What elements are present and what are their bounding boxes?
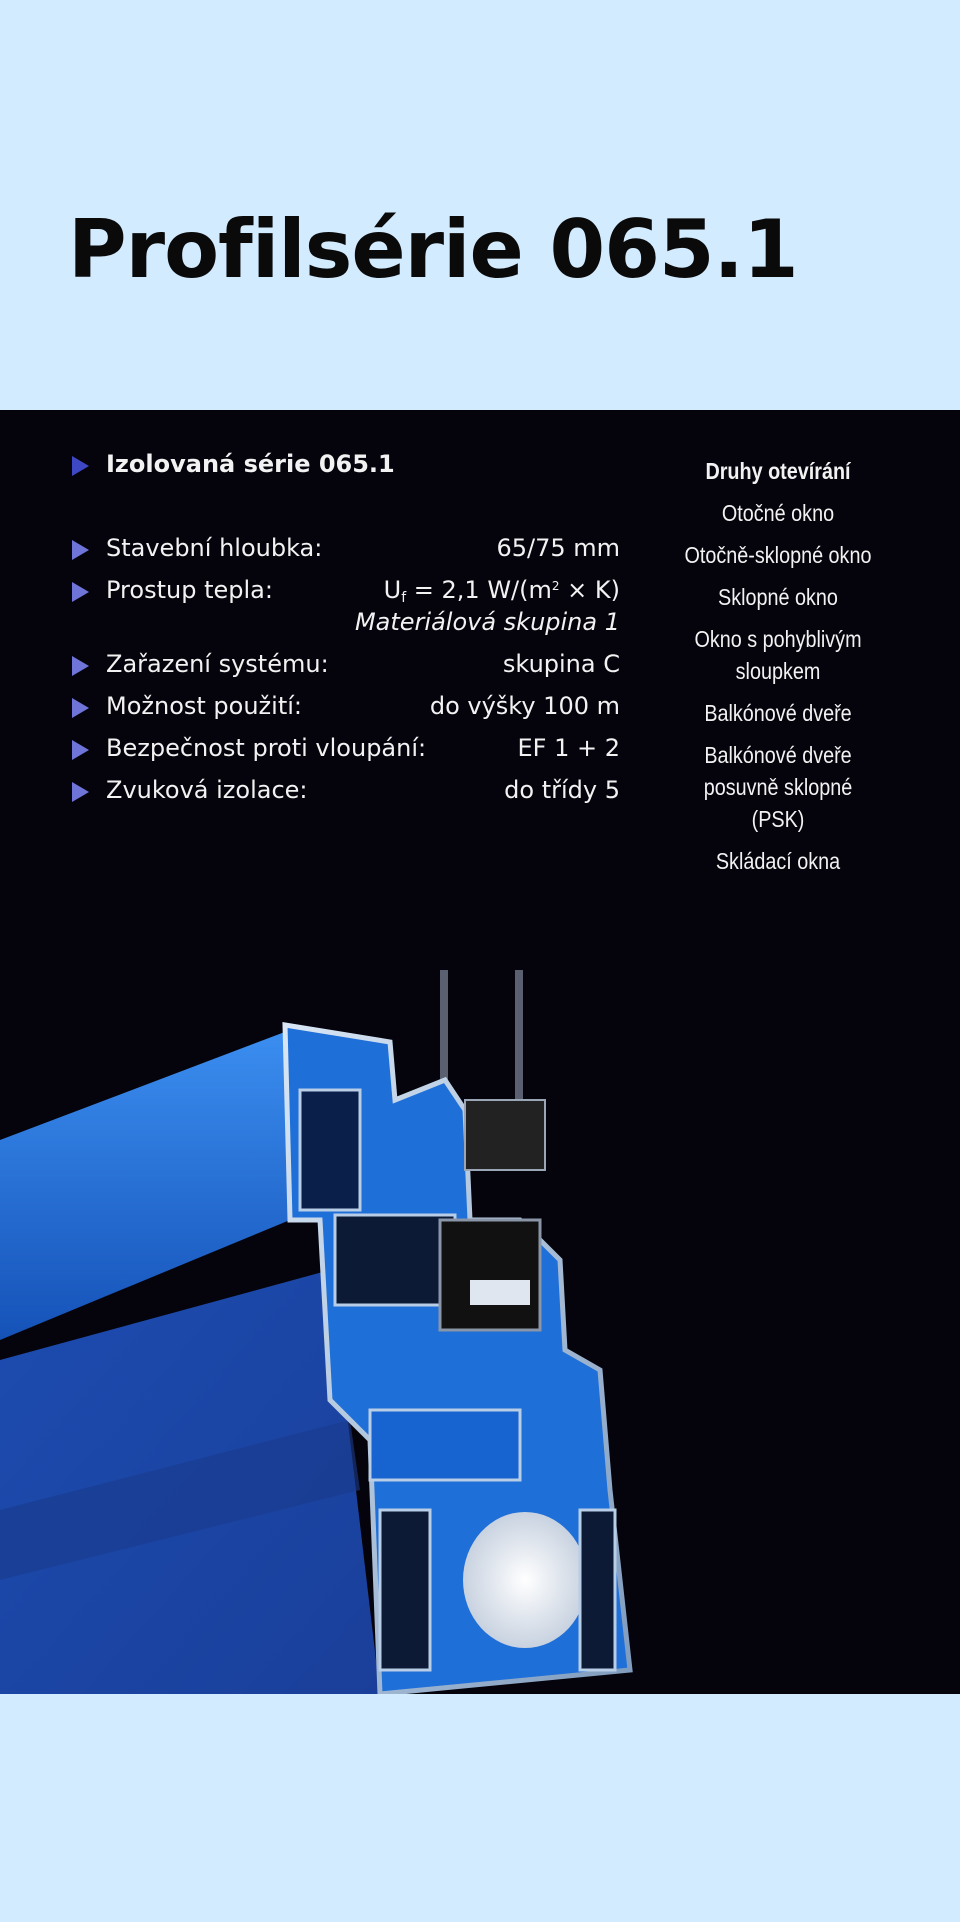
spec-label: Stavební hloubka: [106,534,323,562]
triangle-bullet-icon [72,698,89,718]
triangle-bullet-icon [72,740,89,760]
profile-chamber [580,1510,615,1670]
profile-chamber [370,1410,520,1480]
glass-pane-edge [515,970,523,1120]
window-profile-illustration [0,970,680,1694]
spec-row-depth [68,534,620,568]
spec-heading: Izolovaná série 065.1 [106,450,395,478]
spec-label: Zařazení systému: [106,650,329,678]
spec-value: 65/75 mm [496,534,620,562]
glazing-gasket [465,1100,545,1170]
thermal-break [440,1220,540,1330]
opening-type-item: Okno s pohyblivým sloupkem [694,626,862,684]
spec-label: Možnost použití: [106,692,302,720]
triangle-bullet-icon [72,656,89,676]
spec-row-class [68,650,620,684]
spec-row-sound [68,776,620,810]
opening-type-item: Balkónové dveře posuvně sklopné (PSK) [703,742,853,832]
spec-heading-row [68,450,620,484]
profile-chamber [335,1215,455,1305]
spec-row-heat-note [68,608,620,642]
heat-value: = 2,1 W/(m [406,576,552,604]
profile-chamber [380,1510,430,1670]
spec-row-use [68,692,620,726]
insulation-core [463,1512,587,1648]
opening-type-item: Balkónové dveře [704,700,852,726]
triangle-bullet-icon [72,540,89,560]
spec-value: do výšky 100 m [429,692,620,720]
spec-value: skupina C [502,650,620,678]
spec-row-heat [68,576,620,610]
spec-label: Zvuková izolace: [106,776,308,804]
spec-value: do třídy 5 [504,776,620,804]
spec-label: Prostup tepla: [106,576,273,604]
profile-chamber [300,1090,360,1210]
triangle-bullet-icon [72,582,89,602]
heat-superscript: 2 [551,579,560,593]
spec-note: Materiálová skupina 1 [354,608,620,636]
content-panel [0,410,960,1694]
triangle-bullet-icon [72,456,89,476]
spec-row-security [68,734,620,768]
opening-type-item: Otočně-sklopné okno [684,542,872,568]
heat-subscript: f [401,590,407,606]
footer-band [0,1694,960,1922]
heat-unit: × K) [559,576,620,604]
spec-value [384,576,620,606]
opening-types-heading: Druhy otevírání [705,458,851,484]
insulation-strip [470,1280,530,1305]
opening-types-list [680,450,876,882]
opening-type-item: Sklopné okno [718,584,838,610]
spec-value: EF 1 + 2 [517,734,620,762]
opening-type-item: Otočné okno [721,500,835,526]
heat-symbol: U [383,576,402,604]
triangle-bullet-icon [72,782,89,802]
page-title: Profilsérie 065.1 [68,203,798,296]
opening-type-item: Skládací okna [715,848,841,874]
header-band [0,0,960,410]
spec-label: Bezpečnost proti vloupání: [106,734,427,762]
